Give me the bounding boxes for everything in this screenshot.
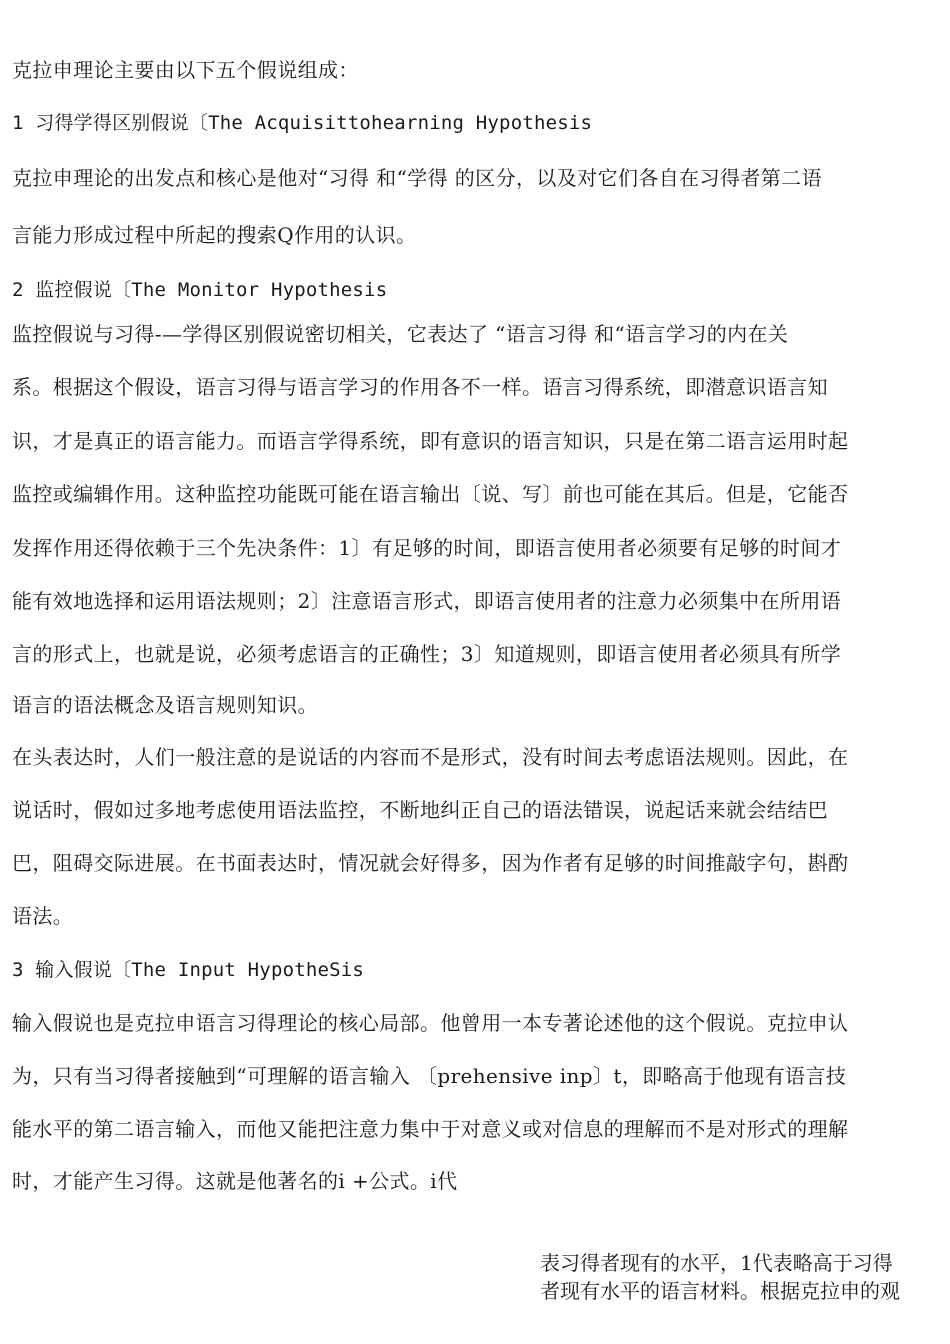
paragraph-line: 识，才是真正的语言能力。而语言学得系统，即有意识的语言知识，只是在第二语言运用时起 [12, 429, 849, 453]
paragraph-line: 监控假说与习得-—学得区别假说密切相关，它表达了 “语言习得 和“语言学习的内在关 [12, 322, 789, 346]
paragraph-line: 言的形式上，也就是说，必须考虑语言的正确性；3〕知道规则，即语言使用者必须具有所学 [12, 642, 842, 666]
paragraph-line: 时，才能产生习得。这就是他著名的i +公式。i代 [12, 1169, 458, 1193]
paragraph-line: 言能力形成过程中所起的搜索Q作用的认识。 [12, 223, 417, 247]
paragraph-line: 巴，阻碍交际进展。在书面表达时，情况就会好得多，因为作者有足够的时间推敲字句，斟酌 [12, 851, 849, 875]
paragraph-line: 能水平的第二语言输入，而他又能把注意力集中于对意义或对信息的理解而不是对形式的理解 [12, 1117, 849, 1141]
paragraph-line: 语法。 [12, 904, 74, 928]
paragraph-line: 克拉申理论的出发点和核心是他对“习得 和“学得 的区分，以及对它们各自在习得者第二语 [12, 166, 822, 190]
heading-input: 3 输入假说〔The Input HypotheSis [12, 959, 365, 981]
paragraph-line: 监控或编辑作用。这种监控功能既可能在语言输出〔说、写〕前也可能在其后。但是，它能否 [12, 482, 849, 506]
paragraph-line: 说话时，假如过多地考虑使用语法监控，不断地纠正自己的语法错误，说起话来就会结结巴 [12, 798, 828, 822]
paragraph-line: 能有效地选择和运用语法规则；2〕注意语言形式，即语言使用者的注意力必须集中在所用语 [12, 589, 842, 613]
paragraph-line: 在头表达时，人们一般注意的是说话的内容而不是形式，没有时间去考虑语法规则。因此，在 [12, 745, 849, 769]
paragraph-line: 输入假说也是克拉申语言习得理论的核心局部。他曾用一本专著论述他的这个假说。克拉申认 [12, 1011, 849, 1035]
paragraph-line: 系。根据这个假设，语言习得与语言学习的作用各不一样。语言习得系统，即潜意识语言知 [12, 375, 828, 399]
side-fragment-line: 表习得者现有的水平，1代表略高于习得 [540, 1251, 893, 1275]
paragraph-line: 发挥作用还得依赖于三个先决条件：1〕有足够的时间，即语言使用者必须要有足够的时间才 [12, 536, 842, 560]
paragraph-line: 语言的语法概念及语言规则知识。 [12, 693, 318, 717]
paragraph-line: 为，只有当习得者接触到“可理解的语言输入 〔prehensive inp〕t，即略高于他现有语言技 [12, 1064, 847, 1088]
heading-acquisition-learning: 1 习得学得区别假说〔The Acquisittohearning Hypothesis [12, 112, 593, 134]
side-fragment-line: 者现有水平的语言材料。根据克拉申的观 [540, 1279, 900, 1303]
heading-monitor: 2 监控假说〔The Monitor Hypothesis [12, 279, 388, 301]
intro-line: 克拉申理论主要由以下五个假说组成： [12, 58, 359, 82]
